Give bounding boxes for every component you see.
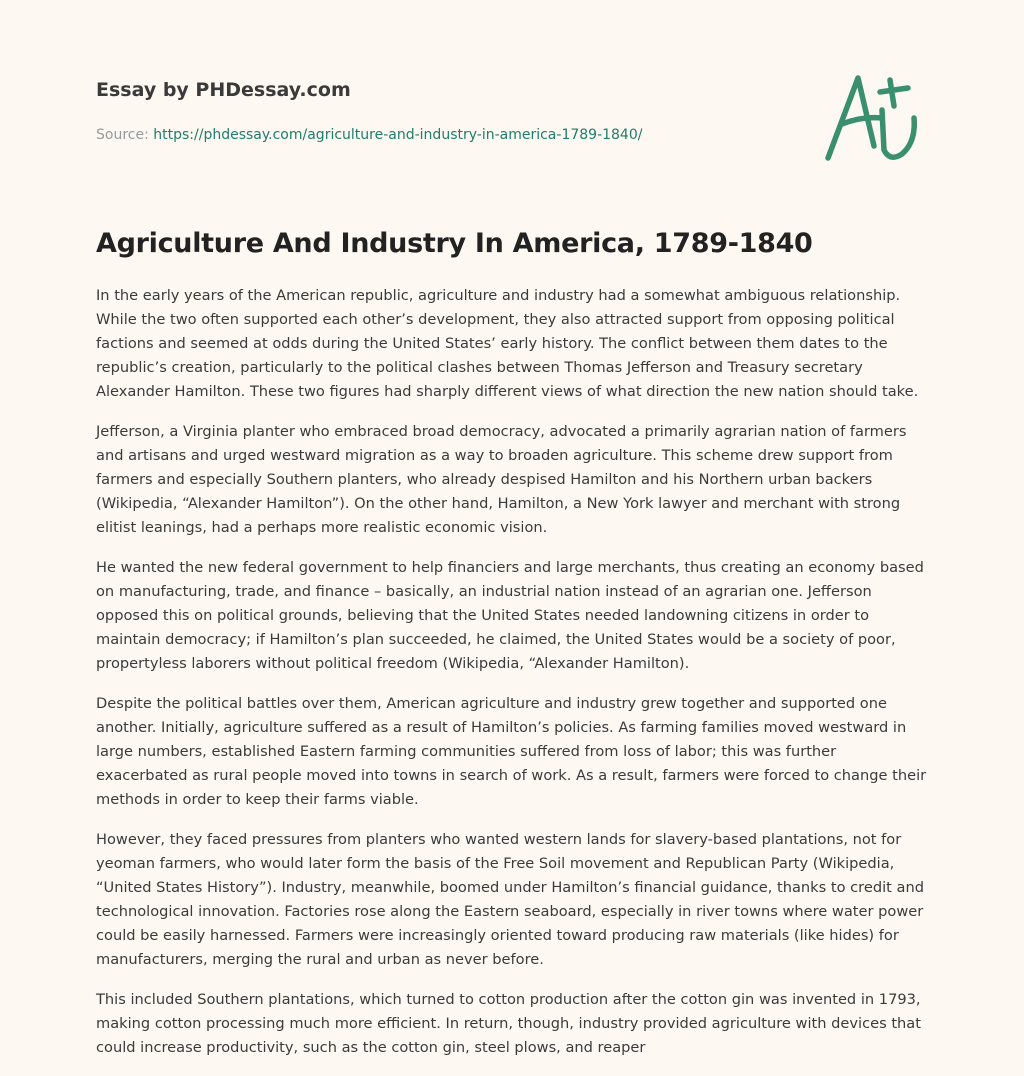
source-label: Source: xyxy=(96,127,149,143)
a-plus-logo-icon xyxy=(822,66,932,166)
essay-paragraph: Jefferson, a Virginia planter who embraced broad democracy, advocated a primarily agrarian nation of farmers and artisans and urged westward migration as a way to broaden agriculture. This scheme drew support from farmers and especially Southern planters, who already despised Hamilton and his Northern urban backers (Wikipedia, “Alexander Hamilton”). On the other hand, Hamilton, a New York lawyer and merchant with strong elitist leanings, had a perhaps more realistic economic vision. xyxy=(96,423,907,536)
source-link[interactable]: https://phdessay.com/agriculture-and-industry-in-america-1789-1840/ xyxy=(153,127,643,143)
essay-title: Agriculture And Industry In America, 1789-1840 xyxy=(96,228,813,259)
essay-paragraph: He wanted the new federal government to help financiers and large merchants, thus creating an economy based on manufacturing, trade, and finance – basically, an industrial nation instead of an agrarian one. Jefferson opposed this on political grounds, believing that the United States needed landowning citizens in order to maintain democracy; if Hamilton’s plan succeeded, he claimed, the United States would be a society of poor, propertyless laborers without political freedom (Wikipedia, “Alexander Hamilton). xyxy=(96,559,924,672)
essay-paragraph: Despite the political battles over them, American agriculture and industry grew together and supported one another. Initially, agriculture suffered as a result of Hamilton’s policies. As farming families moved westward in large numbers, established Eastern farming communities suffered from loss of labor; this was further exacerbated as rural people moved into towns in search of work. As a result, farmers were forced to change their methods in order to keep their farms viable. xyxy=(96,695,927,808)
page-header xyxy=(96,76,716,145)
site-title: Essay by PHDessay.com xyxy=(96,79,351,101)
source-line xyxy=(96,125,716,145)
essay-paragraph: This included Southern plantations, which turned to cotton production after the cotton gin was invented in 1793, making cotton processing much more efficient. In return, though, industry provided agriculture with devices that could increase productivity, such as the cotton gin, steel plows, and reaper xyxy=(96,991,921,1056)
essay-paragraph: However, they faced pressures from planters who wanted western lands for slavery-based plantations, not for yeoman farmers, who would later form the basis of the Free Soil movement and Republican Party (Wikipedia, “United States History”). Industry, meanwhile, boomed under Hamilton’s financial guidance, thanks to credit and technological innovation. Factories rose along the Eastern seaboard, especially in river towns where water power could be easily harnessed. Farmers were increasingly oriented toward producing raw materials (like hides) for manufacturers, merging the rural and urban as never before. xyxy=(96,831,924,968)
essay-paragraph: In the early years of the American republic, agriculture and industry had a somewhat ambiguous relationship. While the two often supported each other’s development, they also attracted support from opposing political factions and seemed at odds during the United States’ early history. The conflict between them dates to the republic’s creation, particularly to the political clashes between Thomas Jefferson and Treasury secretary Alexander Hamilton. These two figures had sharply different views of what direction the new nation should take. xyxy=(96,287,919,400)
essay-body xyxy=(96,284,932,1076)
